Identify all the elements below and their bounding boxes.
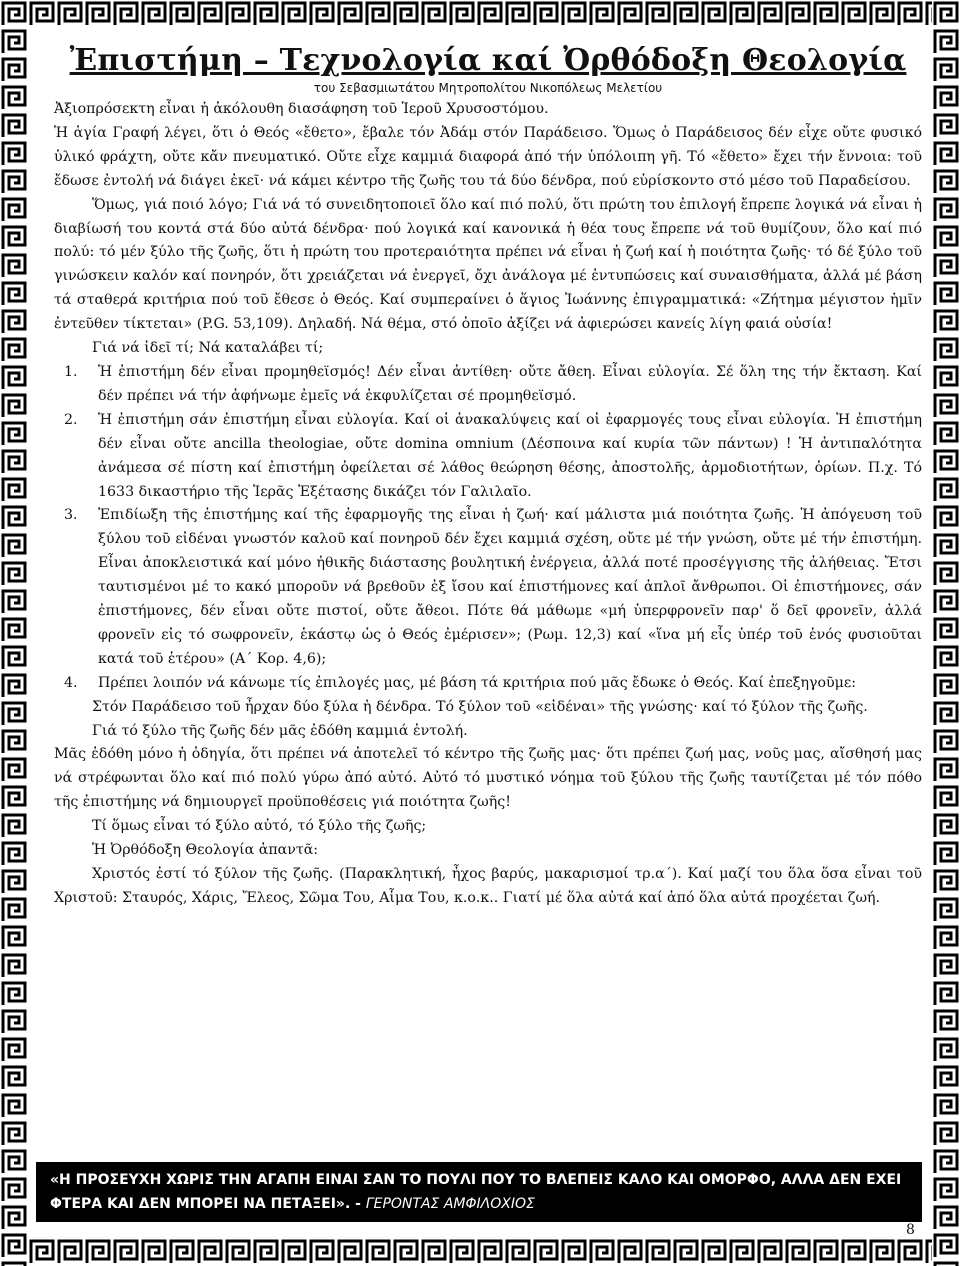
- list-item: [54, 672, 922, 696]
- closing-paragraph-4: Τί ὅμως εἶναι τό ξύλο αὐτό, τό ξύλο τῆς ζωῆς;: [92, 818, 427, 835]
- list-text: Ἡ ἐπιστήμη δέν εἶναι προμηθεϊσμός! Δέν εἶναι ἀντίθεη· οὔτε ἄθεη. Εἶναι εὐλογία. Σέ ὅλη της τήν ἔκταση. Καί δέν πρέπει νά τήν ἀφήνωμε ἐμεῖς νά ἐκφυλίζεται σέ προμηθεϊσμό.: [98, 363, 922, 404]
- border-left: [0, 0, 28, 1266]
- list-item: [54, 409, 922, 505]
- closing-paragraph-3: Μᾶς ἐδόθη μόνο ἡ ὁδηγία, ὅτι πρέπει νά ἀποτελεῖ τό κέντρο τῆς ζωῆς μας· ὅτι πρέπει ζωή μας, νοῦς μας, αἴσθησή μας νά στρέφωνται ὅλο καί πιό πολύ γύρω ἀπό αὐτό. Αὐτό τό μυστικό νόημα τοῦ ξύλου τῆς ζωῆς ταυτίζεται μέ τόν πόθο τῆς ἐπιστήμης νά δημιουργεῖ προϋποθέσεις γιά ποιότητα ζωῆς!: [54, 746, 922, 811]
- list-number: 2.: [64, 411, 78, 428]
- numbered-list: [54, 361, 922, 696]
- paragraph-4: Γιά νά ἰδεῖ τί; Νά καταλάβει τί;: [92, 340, 324, 357]
- document-page: [54, 42, 922, 911]
- quote-text: «Η ΠΡΟΣΕΥΧΗ ΧΩΡΙΣ ΤΗΝ ΑΓΑΠΗ ΕΙΝΑΙ ΣΑΝ ΤΟ ΠΟΥΛΙ ΠΟΥ ΤΟ ΒΛΕΠΕΙΣ ΚΑΛΟ ΚΑΙ ΟΜΟΡΦΟ, ΑΛΛΑ ΔΕΝ ΕΧΕΙ ΦΤΕΡΑ ΚΑΙ ΔΕΝ ΜΠΟΡΕΙ ΝΑ ΠΕΤΑΞΕΙ». -: [50, 1172, 902, 1212]
- closing-paragraph-2: Γιά τό ξύλο τῆς ζωῆς δέν μᾶς ἐδόθη καμμιά ἐντολή.: [92, 722, 468, 739]
- list-item: [54, 361, 922, 409]
- closing-paragraph-6: Χριστός ἐστί τό ξύλον τῆς ζωῆς. (Παρακλητική, ἦχος βαρύς, μακαρισμοί τρ.α΄). Καί μαζί του ὅλα ὅσα εἶναι τοῦ Χριστοῦ: Σταυρός, Χάρις, Ἔλεος, Σῶμα Του, Αἷμα Του, κ.ο.κ.. Γιατί μέ ὅλα αὐτά καί ἀπό ὅλα αὐτά προχέεται ζωή.: [54, 866, 922, 906]
- border-bottom: [0, 1238, 960, 1266]
- border-top: [0, 0, 960, 28]
- page-number: 8: [906, 1222, 915, 1238]
- quote-banner: [36, 1162, 922, 1222]
- paragraph-1: Ἀξιοπρόσεκτη εἶναι ἡ ἀκόλουθη διασάφηση τοῦ Ἱεροῦ Χρυσοστόμου.: [54, 101, 549, 117]
- closing-paragraph-1: Στόν Παράδεισο τοῦ ἦρχαν δύο ξύλα ἡ δένδρα. Τό ξύλον τοῦ «εἰδέναι» τῆς γνώσης· καί τό ξύλον τῆς ζωῆς.: [92, 698, 868, 715]
- list-number: 3.: [64, 507, 78, 524]
- list-text: Ἐπιδίωξη τῆς ἐπιστήμης καί τῆς ἐφαρμογῆς της εἶναι ἡ ζωή· καί μάλιστα μιά ποιότητα ζωῆς. Ἡ ἀπόγευση τοῦ ξύλου τοῦ εἰδέναι γνωστόν καλοῦ καί πονηροῦ δέν ἔχει καμμιά σχέση, οὔτε μέ τήν γνώση, οὔτε μέ τήν ἐπιστήμη. Εἶναι ἀποκλειστικά καί μόνο ἠθικῆς διάστασης βουλητική ἐνέργεια, ἀλλά ποτέ προσέγγισης τῆς ἀλήθειας. Ἔτσι ταυτισμένοι μέ το κακό μποροῦν νά βρεθοῦν ἐξ ἴσου καί ἐπιστήμονες καί ἁπλοῖ ἄνθρωποι. Οἱ ἐπιστήμονες, σάν ἐπιστήμονες, δέν εἶναι οὔτε πιστοί, οὔτε ἄθεοι. Πότε θά μάθωμε «μή ὑπερφρονεῖν παρ' ὅ δεῖ φρονεῖν, ἀλλά φρονεῖν εἰς τό σωφρονεῖν, ἑκάστῳ ὡς ὁ Θεός ἐμέρισεν»; (Ρωμ. 12,3) καί «ἵνα μή εἷς ὑπέρ τοῦ ἑνός φυσιοῦται κατά τοῦ ἑτέρου» (Α΄ Κορ. 4,6);: [98, 507, 922, 667]
- author-subtitle: του Σεβασμιωτάτου Μητροπολίτου Νικοπόλεως Μελετίου: [313, 81, 663, 95]
- paragraph-3: Ὅμως, γιά ποιό λόγο; Γιά νά τό συνειδητοποιεῖ ὅλο καί πιό πολύ, ὅτι πρώτη του ἐπιλογή ἔπρεπε λογικά νά εἶναι ἡ διαβίωσή του κοντά στά δύο αὐτά δένδρα· πού λογικά καί κανονικά ἡ θέα τους ἔπρεπε νά τοῦ θυμίζουν, ὅλο καί πιό πολύ: τό μέν ξύλο τῆς ζωῆς, ὅτι ἡ πρώτη του προτεραιότητα πρέπει νά εἶναι ἡ ζωή καί ἡ ποιότητα ζωῆς· τό δέ ξύλο τοῦ γινώσκειν καλόν καί πονηρόν, ὅτι χρειάζεται νά ἐνεργεῖ, ὄχι ἀνάλογα μέ ἐντυπώσεις καί συναισθήματα, ἀλλά μέ βάση τά σταθερά κριτήρια πού τοῦ ἔθεσε ὁ Θεός. Καί συμπεραίνει ὁ ἅγιος Ἰωάννης ἐπιγραμματικά: «Ζήτημα μέγιστον ἡμῖν ἐντεῦθεν τίκτεται» (P.G. 53,109). Δηλαδή. Νά θέμα, στό ὁποῖο ἀξίζει νά ἀφιερώσει κανείς λίγη φαιά οὐσία!: [54, 196, 922, 333]
- quote-author: ΓΕΡΟΝΤΑΣ ΑΜΦΙΛΟΧΙΟΣ: [365, 1196, 535, 1212]
- list-text: Πρέπει λοιπόν νά κάνωμε τίς ἐπιλογές μας, μέ βάση τά κριτήρια πού μᾶς ἔδωκε ὁ Θεός. Καί ἐπεξηγοῦμε:: [98, 674, 857, 691]
- list-item: [54, 504, 922, 671]
- border-right: [932, 0, 960, 1266]
- list-number: 1.: [64, 363, 78, 380]
- list-text: Ἡ ἐπιστήμη σάν ἐπιστήμη εἶναι εὐλογία. Καί οἱ ἀνακαλύψεις καί οἱ ἐφαρμογές τους εἶναι εὐλογία. Ἡ ἐπιστήμη δέν εἶναι οὔτε ancilla theologiae, οὔτε domina omnium (Δέσποινα καί κυρία τῶν πάντων) ! Ἡ ἀντιπαλότητα ἀνάμεσα σέ πίστη καί ἐπιστήμη ὀφείλεται σέ λάθος θεώρηση θέσης, ἀποστολῆς, ἁρμοδιοτήτων, ὁρίων. Π.χ. Τό 1633 δικαστήριο τῆς Ἱερᾶς Ἐξέτασης δικάζει τόν Γαλιλαῖο.: [98, 411, 922, 500]
- paragraph-2: Ἡ ἁγία Γραφή λέγει, ὅτι ὁ Θεός «ἔθετο», ἔβαλε τόν Ἀδάμ στόν Παράδεισο. Ὅμως ὁ Παράδεισος δέν εἶχε οὔτε φυσικό ὑλικό φράχτη, οὔτε κἄν πνευματικό. Οὔτε εἶχε καμμιά διαφορά ἀπό τήν ὑπόλοιπη γῆ. Τό «ἔθετο» ἔχει τήν ἔννοια: τοῦ ἔδωσε ἐντολή νά διάγει ἐκεῖ· νά κάμει κέντρο τῆς ζωῆς του τά δύο δένδρα, πού εὑρίσκοντο στό μέσο τοῦ Παραδείσου.: [54, 124, 922, 189]
- closing-paragraph-5: Ἡ Ὀρθόδοξη Θεολογία ἀπαντᾶ:: [92, 842, 319, 859]
- page-title: Ἐπιστήμη – Τεχνολογία καί Ὀρθόδοξη Θεολογία: [69, 43, 907, 78]
- list-number: 4.: [64, 674, 78, 691]
